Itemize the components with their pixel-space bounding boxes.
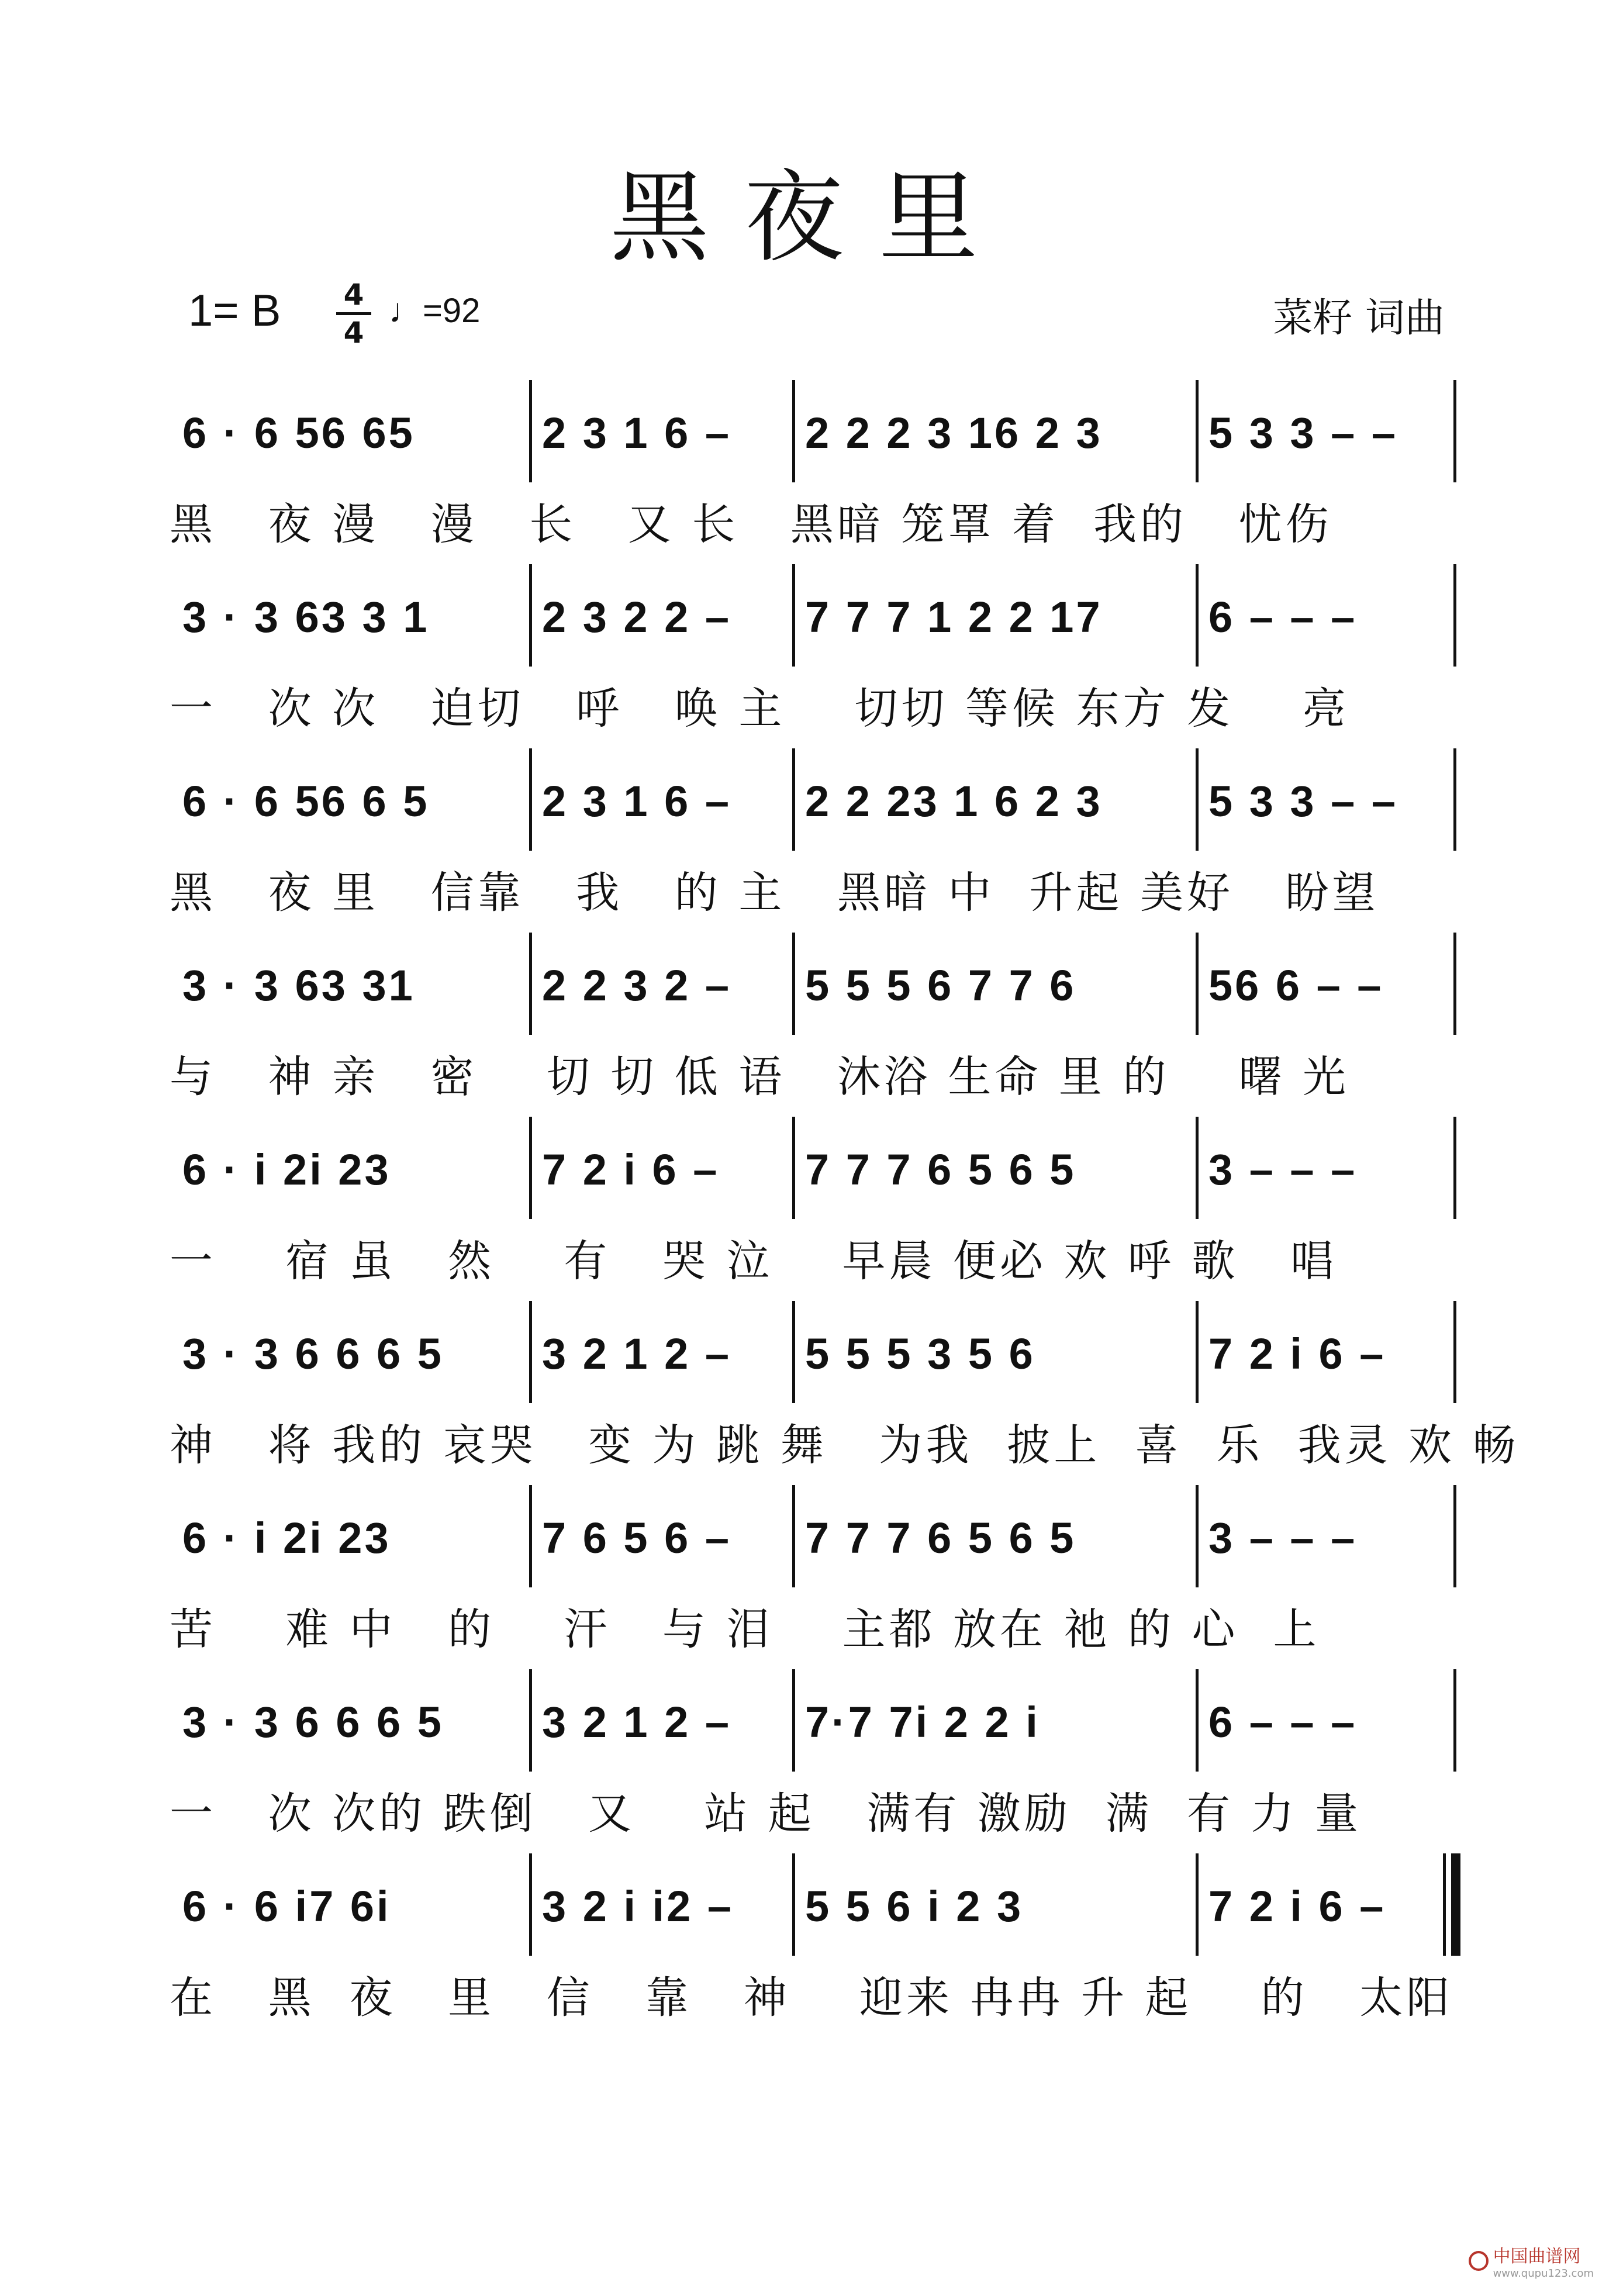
score-system xyxy=(0,1313,1623,1476)
bar-line-end xyxy=(1453,564,1456,667)
bar-line-end xyxy=(1453,1485,1456,1587)
measure: 7 7 7 6 5 6 5 xyxy=(805,1513,1076,1562)
watermark-url: www.qupu123.com xyxy=(1493,2267,1594,2280)
score-system xyxy=(0,944,1623,1108)
lyrics-line: 一 次 次 迫切 呼 唤 主 切切 等候 东方 发 亮 xyxy=(170,683,1350,734)
tempo-marking: ♩=92 xyxy=(389,292,481,330)
bar-line xyxy=(792,1301,795,1403)
bar-line xyxy=(529,1301,532,1403)
bar-line xyxy=(792,380,795,482)
composer-credit: 菜籽 词曲 xyxy=(1273,295,1445,341)
bar-line xyxy=(529,1117,532,1219)
measure: 6 · i 2i 23 xyxy=(182,1145,391,1194)
song-title: 黑夜里 xyxy=(609,160,1013,276)
bar-line xyxy=(792,1853,795,1956)
bar-line xyxy=(792,1669,795,1772)
notes-row xyxy=(0,1865,1623,1947)
notes-row xyxy=(0,392,1623,474)
time-signature xyxy=(336,279,371,348)
bar-line xyxy=(792,564,795,667)
measure: 6 · 6 56 6 5 xyxy=(182,776,430,826)
measure: 6 – – – xyxy=(1208,592,1358,641)
measure: 7 7 7 1 2 2 17 xyxy=(805,592,1103,641)
bar-line xyxy=(529,1669,532,1772)
meter-top: 4 xyxy=(343,278,364,312)
measure: 6 · i 2i 23 xyxy=(182,1513,391,1562)
measure: 2 3 2 2 – xyxy=(542,592,732,641)
watermark-logo-icon xyxy=(1469,2251,1489,2271)
lyrics-line: 黑 夜 漫 漫 长 又 长 黑暗 笼罩 着 我的 忧伤 xyxy=(170,499,1332,550)
measure: 5 5 5 6 7 7 6 xyxy=(805,961,1076,1010)
bar-line xyxy=(792,748,795,851)
measure: 3 2 1 2 – xyxy=(542,1697,732,1746)
bar-line xyxy=(529,748,532,851)
bar-line xyxy=(529,380,532,482)
bar-line xyxy=(1196,1301,1199,1403)
notes-row xyxy=(0,1128,1623,1210)
measure: 3 · 3 6 6 6 5 xyxy=(182,1697,444,1746)
final-bar-thick xyxy=(1451,1853,1460,1956)
lyrics-line: 一 次 次的 跌倒 又 站 起 满有 激励 满 有 力 量 xyxy=(170,1789,1362,1839)
measure: 2 3 1 6 – xyxy=(542,408,732,457)
bar-line xyxy=(529,1853,532,1956)
bar-line-end xyxy=(1453,933,1456,1035)
score-system xyxy=(0,1865,1623,2029)
notes-row xyxy=(0,1313,1623,1394)
measure: 3 · 3 6 6 6 5 xyxy=(182,1329,444,1378)
lyrics-line: 在 黑 夜 里 信 靠 神 迎来 冉冉 升 起 的 太阳 xyxy=(170,1973,1453,2023)
measure: 7 2 i 6 – xyxy=(1208,1881,1386,1931)
measure: 2 2 23 1 6 2 3 xyxy=(805,776,1103,826)
measure: 3 2 1 2 – xyxy=(542,1329,732,1378)
lyrics-line: 一 宿 虽 然 有 哭 泣 早晨 便必 欢 呼 歌 唱 xyxy=(170,1236,1338,1286)
meter-divider xyxy=(336,312,371,315)
bar-line xyxy=(792,1117,795,1219)
measure: 5 5 5 3 5 6 xyxy=(805,1329,1035,1378)
bar-line xyxy=(792,1485,795,1587)
score-system xyxy=(0,1128,1623,1292)
bar-line-end xyxy=(1453,1117,1456,1219)
measure: 7 2 i 6 – xyxy=(542,1145,720,1194)
score-system xyxy=(0,1497,1623,1660)
measure: 2 3 1 6 – xyxy=(542,776,732,826)
bar-line xyxy=(529,564,532,667)
measure: 7 7 7 6 5 6 5 xyxy=(805,1145,1076,1194)
bar-line xyxy=(529,933,532,1035)
notes-row xyxy=(0,576,1623,658)
measure: 7 2 i 6 – xyxy=(1208,1329,1386,1378)
measure: 3 · 3 63 3 1 xyxy=(182,592,430,641)
score-system xyxy=(0,760,1623,924)
notes-row xyxy=(0,1497,1623,1579)
bar-line xyxy=(1196,748,1199,851)
bar-line xyxy=(1196,1117,1199,1219)
meter-bottom: 4 xyxy=(343,316,364,350)
final-bar-thin xyxy=(1443,1853,1446,1956)
key-signature: 1= B xyxy=(188,286,281,336)
measure: 5 3 3 – – xyxy=(1208,408,1398,457)
site-watermark xyxy=(1469,2242,1594,2280)
watermark-site: 中国曲谱网 xyxy=(1493,2246,1581,2267)
bar-line xyxy=(1196,1853,1199,1956)
lyrics-line: 苦 难 中 的 汗 与 泪 主都 放在 祂 的 心 上 xyxy=(170,1604,1320,1655)
measure: 6 – – – xyxy=(1208,1697,1358,1746)
measure: 3 · 3 63 31 xyxy=(182,961,415,1010)
bar-line xyxy=(1196,933,1199,1035)
measure: 3 2 i i2 – xyxy=(542,1881,734,1931)
measure: 6 · 6 i7 6i xyxy=(182,1881,391,1931)
measure: 56 6 – – xyxy=(1208,961,1384,1010)
bar-line-end xyxy=(1453,748,1456,851)
bar-line xyxy=(1196,380,1199,482)
bar-line-end xyxy=(1453,380,1456,482)
measure: 3 – – – xyxy=(1208,1145,1358,1194)
measure: 7 6 5 6 – xyxy=(542,1513,732,1562)
notes-row xyxy=(0,760,1623,842)
lyrics-line: 与 神 亲 密 切 切 低 语 沐浴 生命 里 的 曙 光 xyxy=(170,1052,1350,1102)
bar-line-end xyxy=(1453,1301,1456,1403)
measure: 7·7 7i 2 2 i xyxy=(805,1697,1040,1746)
notes-row xyxy=(0,944,1623,1026)
score-system xyxy=(0,392,1623,555)
score-system xyxy=(0,1681,1623,1845)
score-system xyxy=(0,576,1623,740)
bar-line xyxy=(1196,1669,1199,1772)
bar-line xyxy=(1196,1485,1199,1587)
measure: 6 · 6 56 65 xyxy=(182,408,415,457)
lyrics-line: 神 将 我的 哀哭 变 为 跳 舞 为我 披上 喜 乐 我灵 欢 畅 xyxy=(170,1420,1520,1470)
notes-row xyxy=(0,1681,1623,1763)
bar-line xyxy=(529,1485,532,1587)
measure: 2 2 3 2 – xyxy=(542,961,732,1010)
bar-line-end xyxy=(1453,1669,1456,1772)
measure: 5 5 6 i 2 3 xyxy=(805,1881,1024,1931)
measure: 5 3 3 – – xyxy=(1208,776,1398,826)
bar-line xyxy=(1196,564,1199,667)
measure: 2 2 2 3 16 2 3 xyxy=(805,408,1103,457)
lyrics-line: 黑 夜 里 信靠 我 的 主 黑暗 中 升起 美好 盼望 xyxy=(170,868,1379,918)
measure: 3 – – – xyxy=(1208,1513,1358,1562)
bar-line xyxy=(792,933,795,1035)
